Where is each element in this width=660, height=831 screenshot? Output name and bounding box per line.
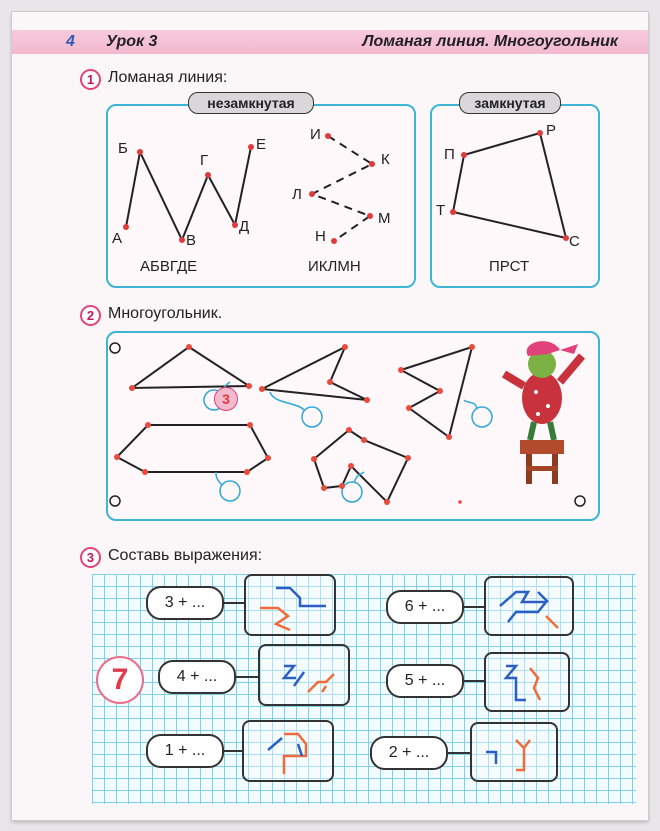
task-3-number: 3: [80, 547, 101, 568]
connector-line: [224, 750, 242, 752]
closed-polyline-tag: замкнутая: [459, 92, 561, 114]
page-number: 4: [66, 33, 75, 50]
connector-line: [236, 676, 258, 678]
expression-4-plus[interactable]: 4 + ...: [158, 660, 236, 694]
topic-title: Ломаная линия. Многоугольник: [362, 33, 618, 50]
segments-drawing-4: [486, 654, 568, 710]
vertex-b: Б: [118, 140, 128, 157]
sample-answer-circle: 3: [214, 387, 238, 411]
segments-drawing-1: [246, 576, 334, 634]
vertex-r: Р: [546, 122, 557, 139]
segments-box-3: [258, 644, 350, 706]
expression-3-plus[interactable]: 3 + ...: [146, 586, 224, 620]
task-2-number: 2: [80, 305, 101, 326]
vertex-t: Т: [436, 202, 446, 219]
vertex-s: С: [569, 233, 580, 250]
segments-drawing-5: [244, 722, 332, 780]
vertex-d: Д: [239, 218, 250, 235]
workbook-page: [12, 12, 648, 820]
polyline-iklmn-name: ИКЛМН: [308, 258, 361, 275]
connector-line: [464, 606, 484, 608]
girl-illustration-icon: [490, 334, 600, 484]
task-1-number: 1: [80, 69, 101, 90]
vertex-i: И: [310, 126, 321, 143]
segments-box-5: [242, 720, 334, 782]
vertex-v: В: [186, 232, 197, 249]
open-polyline-tag: незамкнутая: [188, 92, 314, 114]
segments-drawing-6: [472, 724, 556, 780]
task-2-title: Многоугольник.: [108, 305, 223, 322]
target-number: 7: [96, 656, 144, 704]
vertex-a: А: [112, 230, 123, 247]
connector-line: [448, 752, 470, 754]
vertex-k: К: [381, 151, 390, 168]
segments-box-4: [484, 652, 570, 712]
vertex-g: Г: [200, 152, 209, 169]
vertex-p: П: [444, 146, 455, 163]
lesson-title: Урок 3: [106, 33, 158, 50]
expression-2-plus[interactable]: 2 + ...: [370, 736, 448, 770]
vertex-e: Е: [256, 136, 267, 153]
vertex-n: Н: [315, 228, 326, 245]
polyline-abvgde-name: АБВГДЕ: [140, 258, 198, 275]
segments-drawing-3: [260, 646, 348, 704]
expression-1-plus[interactable]: 1 + ...: [146, 734, 224, 768]
expression-5-plus[interactable]: 5 + ...: [386, 664, 464, 698]
polyline-prst-name: ПРСТ: [489, 258, 530, 275]
expression-6-plus[interactable]: 6 + ...: [386, 590, 464, 624]
vertex-l: Л: [292, 186, 302, 203]
task-1-title: Ломаная линия:: [108, 69, 228, 86]
connector-line: [224, 602, 244, 604]
segments-box-2: [484, 576, 574, 636]
task-3-title: Составь выражения:: [108, 547, 263, 564]
connector-line: [464, 680, 484, 682]
vertex-m: М: [378, 210, 391, 227]
segments-drawing-2: [486, 578, 572, 634]
segments-box-1: [244, 574, 336, 636]
segments-box-6: [470, 722, 558, 782]
